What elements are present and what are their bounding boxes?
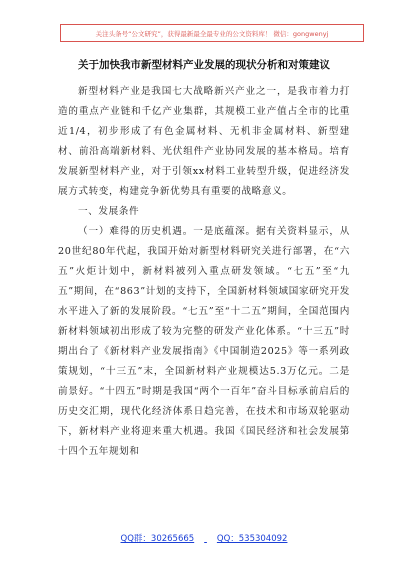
- section-heading: 一、发展条件: [78, 206, 140, 217]
- footer-qq-link[interactable]: QQ：535304092: [216, 534, 288, 544]
- footer-qq-group-link[interactable]: QQ群：30265665: [120, 534, 195, 544]
- footer-contact: [0, 532, 408, 544]
- header-banner: [60, 24, 364, 42]
- section-paragraph: （一）难得的历史机遇。一是底蕴深。据有关资料显示，从20世纪80年代起，我国开始对新型材料研究关进行部署，在“六五”火炬计划中，新材料被列入重点研发领域。“七五”至“九五”期间，在“863”计划的支持下，全国新材料领域国家研究开发水平进入了新的发展阶段。“七五”至“十二五”期间，全国范围内新材料领域初出形成了较为完整的研发产业化体系。“十三五”时期出台了《新材料产业发展指南》《中国制造2025》等一系列政策规划，“十三五”末，全国新材料产业规模达5.3万亿元。二是前景好。“十四五”时期是我国“两个一百年”奋斗目标承前启后的历史交汇期，现代化经济体系日趋完善，在技术和市场双轮驱动下，新材料产业将迎来重大机遇。我国《国民经济和社会发展第十四个五年规划和: [58, 226, 350, 457]
- header-banner-text: 关注头条号“公文研究”，获得最新最全最专业的公文资料库！ 微信：gongwenyj: [95, 29, 329, 38]
- document-body: [58, 82, 350, 462]
- document-title: 关于加快我市新型材料产业发展的现状分析和对策建议: [78, 59, 330, 71]
- intro-paragraph: 新型材料产业是我国七大战略新兴产业之一，是我市着力打造的重点产业链和千亿产业集群，其规模工业产值占全市的比重近1/4，初步形成了有色金属材料、无机非金属材料、新型建材、前沿高端新材料、光伏组件产业协同发展的基本格局。培育发展新型材料产业，对于引领xx材料工业转型升级，促进经济发展方式转变，构建竞争新优势具有重要的战略意义。: [58, 86, 350, 197]
